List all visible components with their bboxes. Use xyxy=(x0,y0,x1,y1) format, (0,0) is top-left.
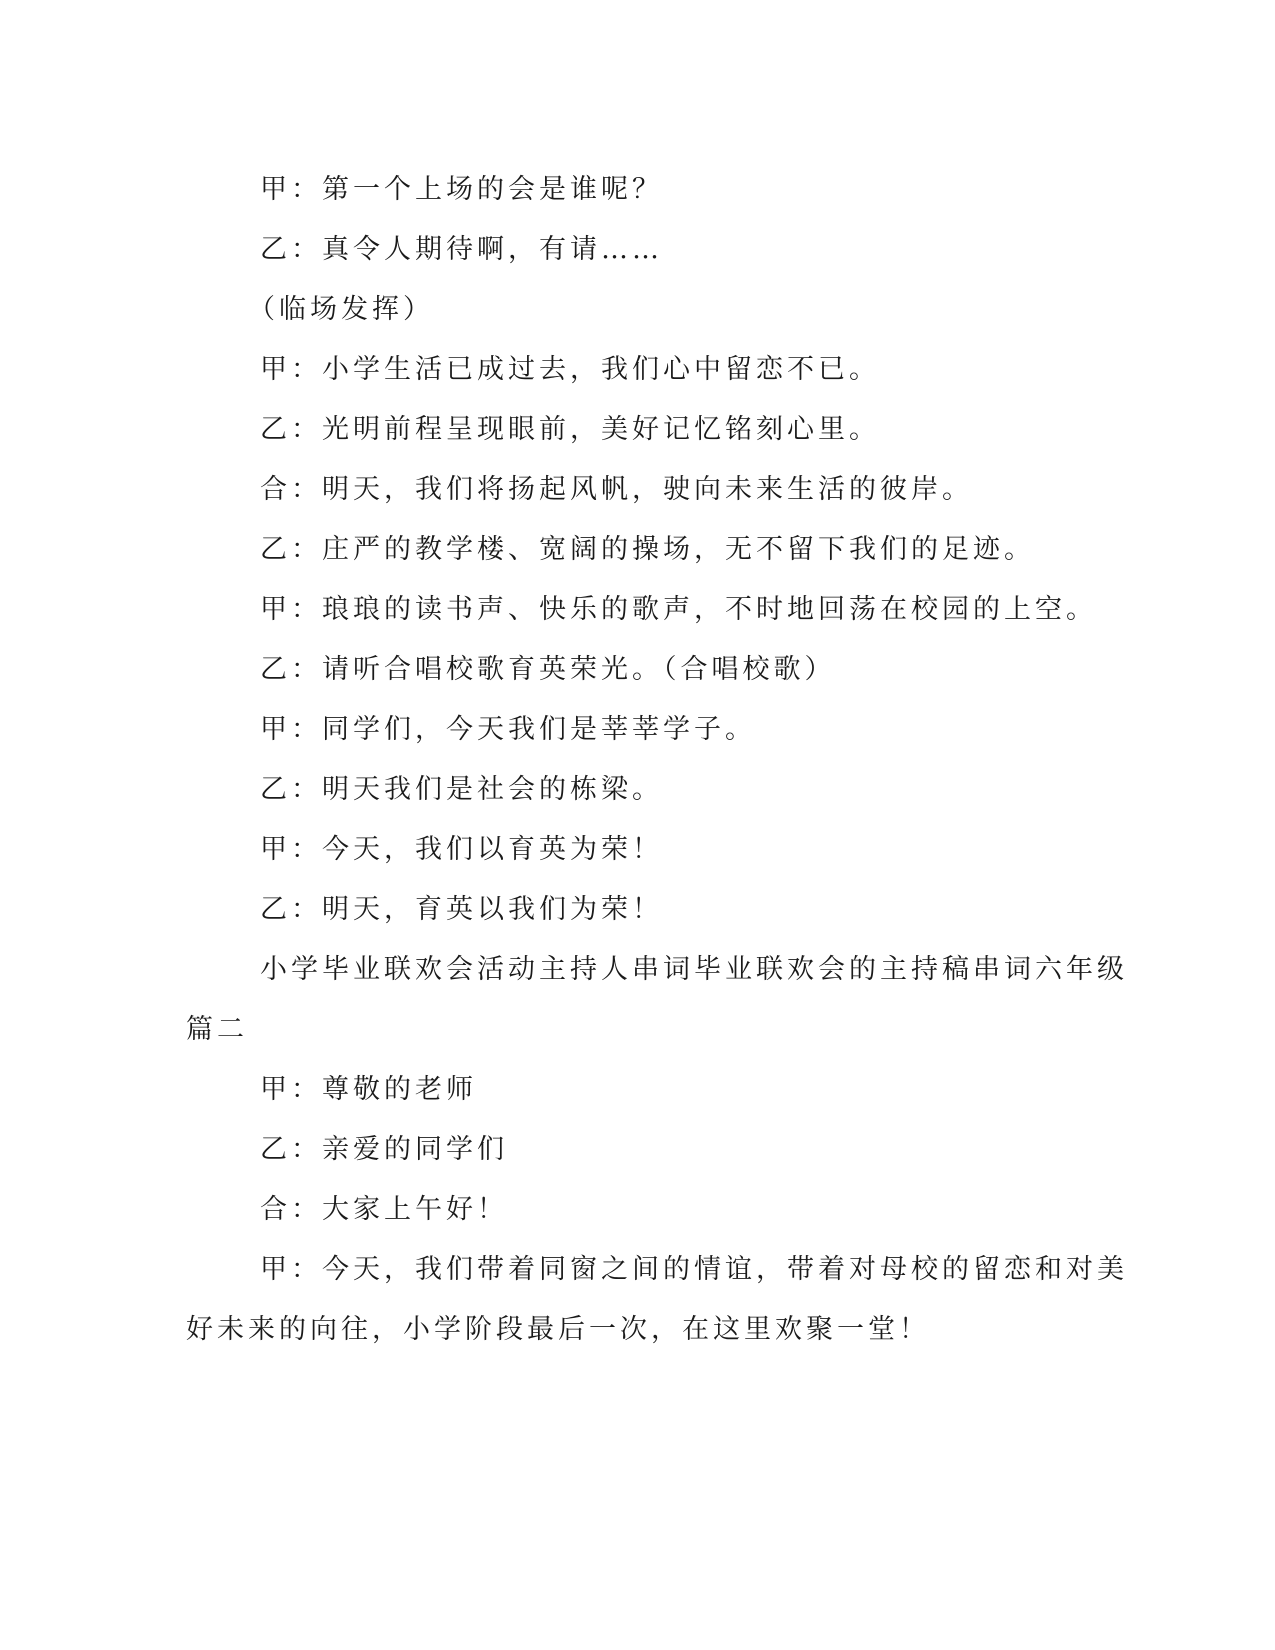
section-heading-continuation: 篇二 xyxy=(186,1014,248,1045)
dialogue-line: 甲：小学生活已成过去，我们心中留恋不已。 xyxy=(260,354,880,385)
dialogue-line: 甲：第一个上场的会是谁呢？ xyxy=(260,174,663,205)
dialogue-line: 合：大家上午好！ xyxy=(260,1194,508,1225)
dialogue-line: 甲：同学们，今天我们是莘莘学子。 xyxy=(260,714,756,745)
dialogue-line: 乙：亲爱的同学们 xyxy=(260,1134,508,1165)
dialogue-line: 合：明天，我们将扬起风帆，驶向未来生活的彼岸。 xyxy=(260,474,973,505)
dialogue-line: 乙：明天，育英以我们为荣！ xyxy=(260,894,663,925)
dialogue-line: 乙：请听合唱校歌育英荣光。（合唱校歌） xyxy=(260,654,836,685)
dialogue-line: 甲：今天，我们以育英为荣！ xyxy=(260,834,663,865)
dialogue-line: 乙：明天我们是社会的栋梁。 xyxy=(260,774,663,805)
dialogue-line: 甲：琅琅的读书声、快乐的歌声，不时地回荡在校园的上空。 xyxy=(260,594,1097,625)
dialogue-line: 乙：真令人期待啊，有请…… xyxy=(260,234,663,265)
stage-direction: （临场发挥） xyxy=(248,294,434,325)
dialogue-line: 甲：尊敬的老师 xyxy=(260,1074,477,1105)
dialogue-line: 乙：庄严的教学楼、宽阔的操场，无不留下我们的足迹。 xyxy=(260,534,1035,565)
section-heading-line: 小学毕业联欢会活动主持人串词毕业联欢会的主持稿串词六年级 xyxy=(260,954,1128,985)
dialogue-line-continuation: 好未来的向往，小学阶段最后一次，在这里欢聚一堂！ xyxy=(186,1314,930,1345)
dialogue-line: 乙：光明前程呈现眼前，美好记忆铭刻心里。 xyxy=(260,414,880,445)
document-body xyxy=(186,160,1128,1360)
dialogue-line: 甲：今天，我们带着同窗之间的情谊，带着对母校的留恋和对美 xyxy=(260,1254,1128,1285)
